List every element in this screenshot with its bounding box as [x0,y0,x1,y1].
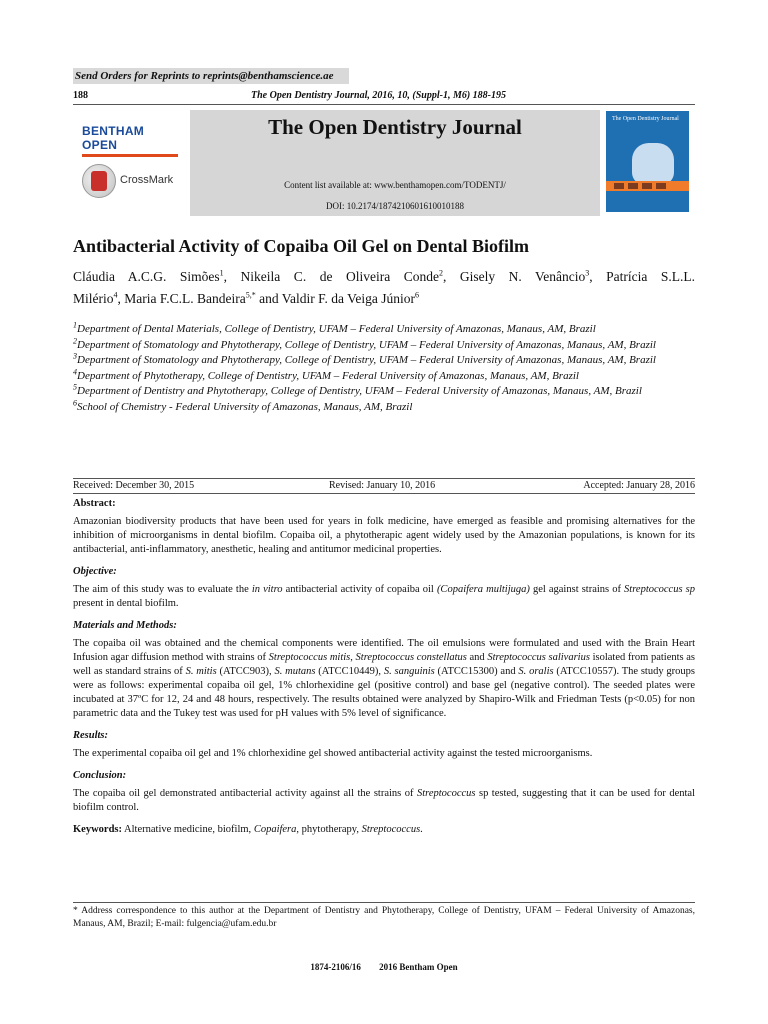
affiliation-item: $^1$Department of Dental Materials, College of Dentistry, UFAM – Federal University of Amazonas, Manaus, AM, Brazil [73,320,596,335]
content-list-link[interactable]: Content list available at: www.benthamopen.com/TODENTJ/ [284,180,506,190]
abstract-heading: Abstract: [73,498,116,509]
cover-thumbnail [614,183,624,189]
methods-heading: Materials and Methods: [73,620,177,631]
conclusion-heading: Conclusion: [73,770,127,781]
cover-thumbnail [656,183,666,189]
affiliations [73,322,695,415]
footnote-rule [73,902,695,903]
issn: 1874-2106/16 [310,962,361,972]
publisher-name: BENTHAM OPEN [82,124,145,152]
objective-heading: Objective: [73,566,117,577]
journal-reference: The Open Dentistry Journal, 2016, 10, (Suppl-1, M6) 188-195 [251,90,507,101]
article-title: Antibacterial Activity of Copaiba Oil Gel on Dental Biofilm [73,236,529,256]
accepted-date: Accepted: January 28, 2016 [583,480,695,491]
logo-underline [82,154,178,157]
results-text: The experimental copaiba oil gel and 1% chlorhexidine gel showed antibacterial activity against the tested microorganisms. [73,748,593,759]
crossmark-label: CrossMark [120,174,174,186]
authors-line: Cláudia A.C.G. Simões$^1$, Nikeila C. de Oliveira Conde$^2$, Gisely N. Venâncio$^3$, Patrícia S.L.L. [73,268,695,284]
journal-cover-image [606,111,689,212]
affiliation-item: $^4$Department of Phytotherapy, College of Dentistry, UFAM – Federal University of Amazonas, Manaus, AM, Brazil [73,366,579,382]
affiliation-item: $^6$School of Chemistry - Federal University of Amazonas, Manaus, AM, Brazil [73,397,413,413]
authors-line: Milério$^4$, Maria F.C.L. Bandeira$^{5,*}$ and Valdir F. da Veiga Júnior$^6$ [73,290,420,306]
bentham-open-logo [82,124,182,157]
copyright: 2016 Bentham Open [379,962,458,972]
author-list [73,266,695,310]
affiliation-item: $^2$Department of Stomatology and Phytotherapy, College of Dentistry, UFAM – Federal University of Amazonas, Manaus, AM, Brazil [73,335,656,351]
revised-date: Revised: January 10, 2016 [329,480,436,491]
crossmark-icon [82,164,116,198]
doi-link[interactable]: DOI: 10.2174/1874210601610010188 [326,201,464,211]
cover-title: The Open Dentistry Journal [612,116,679,122]
results-heading: Results: [73,730,109,741]
page-footer [73,962,695,972]
header-rule [73,104,695,105]
cover-thumbnail [642,183,652,189]
crossmark-badge[interactable] [82,164,182,198]
methods-text: The copaiba oil was obtained and the chemical components were identified. The oil emulsions were formulated and used with the Brain Heart Infusion agar diffusion method with strains of Streptococcus mitis, Streptococcus constellatus and Streptococcus salivarius isolated from patients as well as standard strains of S. mitis (ATCC903), S. mutans (ATCC10449), S. sanguinis (ATCC15300) and S. oralis (ATCC10557). The study groups were as follows: experimental copaiba oil gel, 1% chlorhexidine gel (positive control) and base gel (negative control). The seeded plates were incubated at 37ºC for 12, 24 and 48 hours, respectively. The results obtained were analyzed by Shapiro-Wilk and Friedman Tests (p<0.05) for non parametric data and the Tukey test was used for pH values with 5% level of significance. [73,638,696,719]
dates-rule-top [73,478,695,479]
received-date: Received: December 30, 2015 [73,480,195,491]
abstract-intro: Amazonian biodiversity products that have been used for years in folk medicine, have emerged as feasible and promising alternatives for the inhibition of microorganisms in dental biofilm. Copaiba oil, a phytotherapic agent widely used by the Amazonian populations, is known for its antibacterial, anti-inflammatory, anesthetic, healing and antitumor medicinal properties. [73,516,695,555]
page-number: 188 [73,90,88,101]
objective-text: The aim of this study was to evaluate the in vitro antibacterial activity of copaiba oil (Copaifera multijuga) gel against strains of Streptococcus sp present in dental biofilm. [73,584,695,609]
conclusion-text: The copaiba oil gel demonstrated antibacterial activity against all the strains of Streptococcus sp tested, suggesting that it can be used for dental biofilm control. [73,788,695,813]
correspondence-footnote: * Address correspondence to this author at the Department of Dentistry and Phytotherapy, College of Dentistry, UFAM – Federal University of Amazonas, Manaus, AM, Brazil; E-mail: fulgencia@ufam.edu.br [73,906,695,929]
keywords-label: Keywords: [73,824,122,835]
affiliation-item: $^5$Department of Dentistry and Phytotherapy, College of Dentistry, UFAM – Federal University of Amazonas, Manaus, AM, Brazil [73,382,642,397]
cover-thumbnail [628,183,638,189]
abstract-section [73,497,695,845]
tooth-icon [632,143,674,185]
journal-title: The Open Dentistry Journal [268,115,522,139]
affiliation-item: $^3$Department of Stomatology and Phytotherapy, College of Dentistry, UFAM – Federal University of Amazonas, Manaus, AM, Brazil [73,351,656,366]
reprints-banner: Send Orders for Reprints to reprints@benthamscience.ae [73,68,349,84]
keywords: Keywords: Alternative medicine, biofilm, Copaifera, phytotherapy, Streptococcus. [73,824,423,835]
dates-rule-bottom [73,493,695,494]
